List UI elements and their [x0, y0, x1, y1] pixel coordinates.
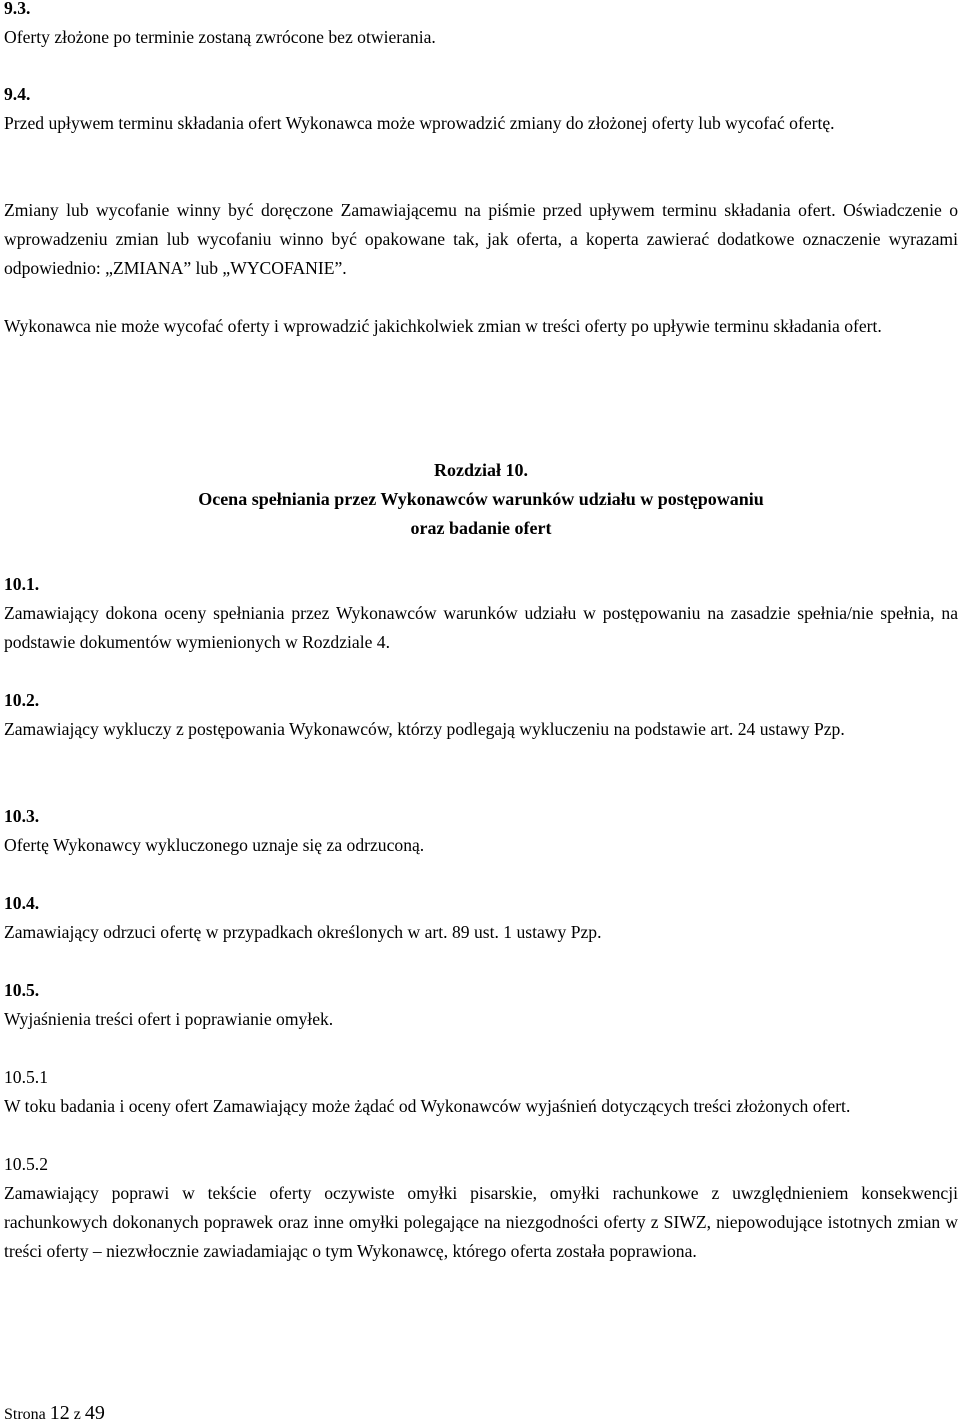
section-text: Przed upływem terminu składania ofert Wykonawca może wprowadzić zmiany do złożonej oferty lub wycofać ofertę.: [4, 113, 835, 133]
section-10-5-2: [4, 1150, 958, 1266]
footer-page-number: 12: [49, 1402, 70, 1424]
section-text: Zmiany lub wycofanie winny być doręczone Zamawiającemu na piśmie przed upływem terminu składania ofert. Oświadczenie o wprowadzeniu zmian lub wycofaniu winno być opakowane tak, jak oferta, a koperta zawierać dodatkowe oznaczenie wyrazami odpowiednio: „ZMIANA” lub „WYCOFANIE”.: [4, 200, 958, 278]
footer-mid: z: [69, 1406, 85, 1423]
section-text: Wyjaśnienia treści ofert i poprawianie omyłek.: [4, 1009, 334, 1029]
footer-total-pages: 49: [84, 1402, 105, 1424]
section-number: 10.5.: [4, 980, 40, 1000]
chapter-label: Rozdział 10.: [434, 460, 528, 480]
section-10-5: [4, 976, 958, 1034]
paragraph-changes: [4, 196, 958, 283]
section-number: 10.2.: [4, 690, 40, 710]
section-number: 10.5.1: [4, 1067, 48, 1087]
section-number: 9.3.: [4, 0, 31, 18]
section-10-4: [4, 889, 958, 947]
section-text: Zamawiający wykluczy z postępowania Wykonawców, którzy podlegają wykluczeniu na podstawie art. 24 ustawy Pzp.: [4, 719, 845, 739]
section-10-1: [4, 570, 958, 657]
page-footer: [4, 1402, 105, 1426]
chapter-title-line1: Ocena spełniania przez Wykonawców warunków udziału w postępowaniu: [198, 489, 764, 509]
section-number: 10.5.2: [4, 1154, 48, 1174]
section-9-3: [4, 0, 958, 52]
section-text: Oferty złożone po terminie zostaną zwrócone bez otwierania.: [4, 27, 436, 47]
section-text: W toku badania i oceny ofert Zamawiający może żądać od Wykonawców wyjaśnień dotyczących treści złożonych ofert.: [4, 1096, 851, 1116]
section-number: 10.1.: [4, 574, 40, 594]
section-number: 10.3.: [4, 806, 40, 826]
section-10-2: [4, 686, 958, 744]
section-10-5-1: [4, 1063, 958, 1121]
section-9-4: [4, 80, 958, 138]
section-text: Zamawiający odrzuci ofertę w przypadkach określonych w art. 89 ust. 1 ustawy Pzp.: [4, 922, 602, 942]
section-number: 10.4.: [4, 893, 40, 913]
section-10-3: [4, 802, 958, 860]
section-text: Wykonawca nie może wycofać oferty i wprowadzić jakichkolwiek zmian w treści oferty po upływie terminu składania ofert.: [4, 316, 882, 336]
section-text: Zamawiający poprawi w tekście oferty oczywiste omyłki pisarskie, omyłki rachunkowe z uwzględnieniem konsekwencji rachunkowych dokonanych poprawek oraz inne omyłki polegające na niezgodności oferty z SIWZ, niepowodujące istotnych zmian w treści oferty – niezwłocznie zawiadamiając o tym Wykonawcę, którego oferta została poprawiona.: [4, 1183, 958, 1261]
section-text: Zamawiający dokona oceny spełniania przez Wykonawców warunków udziału w postępowaniu na zasadzie spełnia/nie spełnia, na podstawie dokumentów wymienionych w Rozdziale 4.: [4, 603, 958, 652]
footer-prefix: Strona: [4, 1406, 50, 1423]
section-number: 9.4.: [4, 84, 31, 104]
chapter-title-line2: oraz badanie ofert: [410, 518, 552, 538]
section-text: Ofertę Wykonawcy wykluczonego uznaje się za odrzuconą.: [4, 835, 425, 855]
paragraph-withdraw: [4, 312, 958, 341]
